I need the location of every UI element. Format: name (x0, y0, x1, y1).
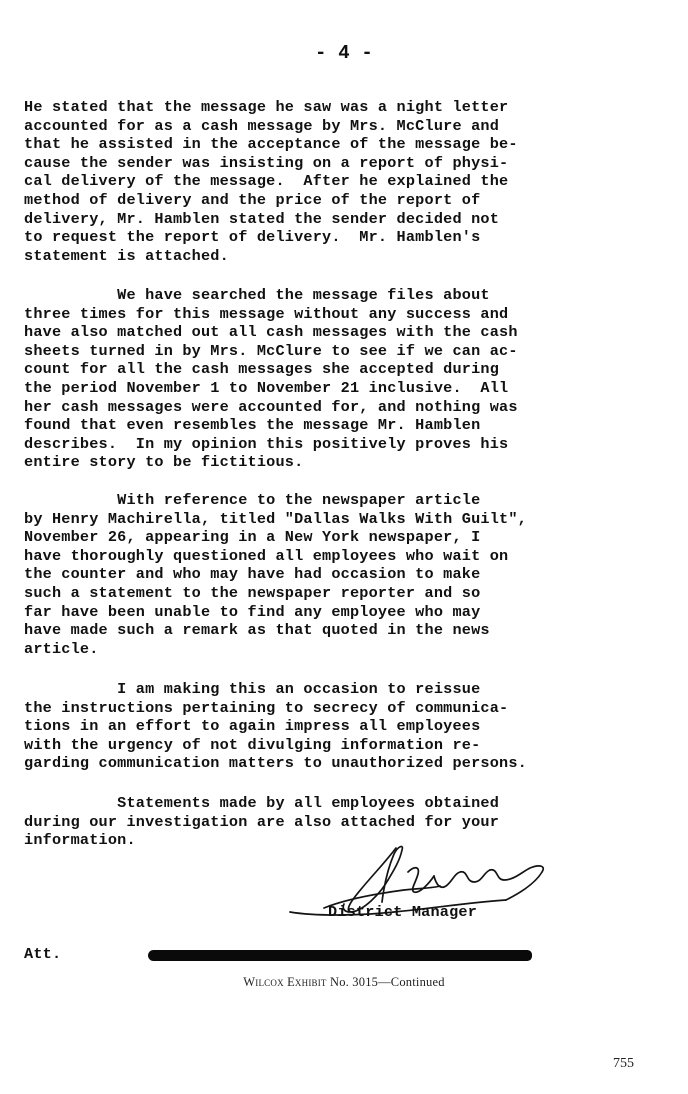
text-line: sheets turned in by Mrs. McClure to see if we can ac- (24, 341, 518, 360)
text-line: article. (24, 639, 99, 658)
text-line: to request the report of delivery. Mr. Hamblen's (24, 228, 481, 247)
exhibit-number: No. 3015 (329, 975, 379, 989)
text-line: November 26, appearing in a New York newspaper, I (24, 528, 481, 547)
text-line: count for all the cash messages she accepted during (24, 360, 500, 379)
text-line: far have been unable to find any employee who may (24, 602, 481, 621)
exhibit-continued: —Continued (378, 975, 445, 989)
text-line: have made such a remark as that quoted in the news (24, 621, 490, 640)
text-line: the instructions pertaining to secrecy of communica- (24, 698, 509, 717)
exhibit-name: Wilcox Exhibit (243, 975, 327, 989)
text-line: Statements made by all employees obtained (24, 794, 500, 812)
text-line: method of delivery and the price of the report of (24, 190, 481, 209)
exhibit-caption (0, 975, 688, 990)
text-line: entire story to be fictitious. (24, 453, 304, 472)
text-line: by Henry Machirella, titled "Dallas Walks With Guilt", (24, 509, 527, 528)
page-number: - 4 - (314, 42, 373, 64)
folio-number: 755 (613, 1056, 634, 1071)
text-line: With reference to the newspaper article (24, 491, 481, 509)
text-line: cal delivery of the message. After he explained the (24, 172, 509, 191)
paragraph-1 (24, 98, 644, 265)
text-line: describes. In my opinion this positively proves his (24, 434, 509, 453)
text-line: during our investigation are also attached for your (24, 812, 500, 831)
text-line: the period November 1 to November 21 inclusive. All (24, 378, 509, 397)
signature-title: District Manager (328, 903, 478, 921)
text-line: have thoroughly questioned all employees who wait on (24, 546, 509, 565)
text-line: with the urgency of not divulging information re- (24, 735, 481, 754)
text-line: I am making this an occasion to reissue (24, 680, 481, 698)
text-line: He stated that the message he saw was a night letter (24, 98, 509, 116)
text-line: tions in an effort to again impress all employees (24, 717, 481, 736)
text-line: found that even resembles the message Mr. Hamblen (24, 416, 481, 435)
text-line: cause the sender was insisting on a report of physi- (24, 153, 509, 172)
text-line: accounted for as a cash message by Mrs. McClure and (24, 116, 500, 135)
paragraph-4 (24, 680, 644, 773)
paragraph-3 (24, 491, 644, 658)
text-line: her cash messages were accounted for, and nothing was (24, 397, 518, 416)
redaction-bar (148, 950, 532, 961)
text-line: statement is attached. (24, 246, 229, 265)
paragraph-2 (24, 286, 644, 472)
text-line: such a statement to the newspaper reporter and so (24, 583, 481, 602)
text-line: garding communication matters to unauthorized persons. (24, 754, 527, 773)
text-line: that he assisted in the acceptance of the message be- (24, 135, 518, 154)
enclosure-notation: Att. (24, 945, 62, 963)
text-line: We have searched the message files about (24, 286, 490, 304)
text-line: delivery, Mr. Hamblen stated the sender decided not (24, 209, 500, 228)
text-line: have also matched out all cash messages with the cash (24, 323, 518, 342)
text-line: three times for this message without any success and (24, 304, 509, 323)
text-line: the counter and who may have had occasion to make (24, 565, 481, 584)
text-line: information. (24, 831, 136, 850)
